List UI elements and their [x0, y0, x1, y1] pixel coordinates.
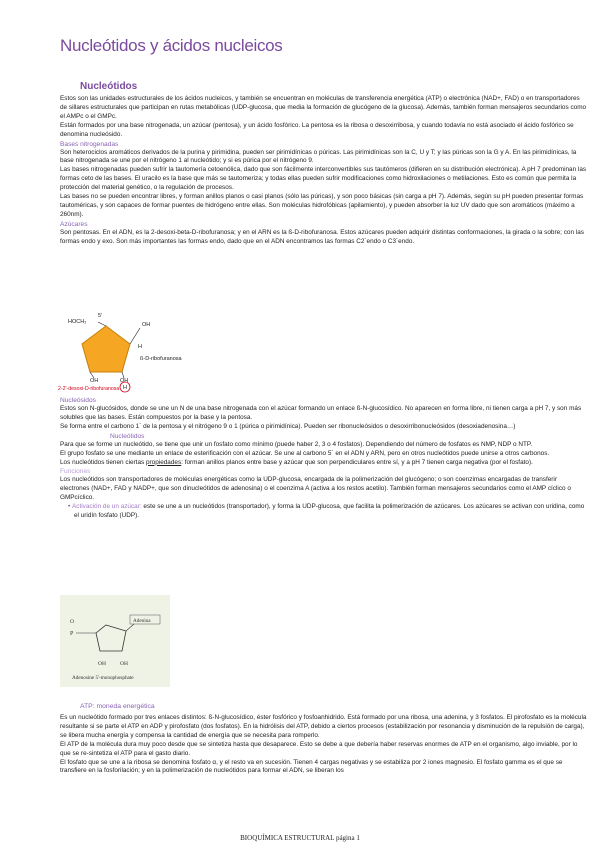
paragraph: Para que se forme un nucleótido, se tiene que unir un fosfato como mínimo (puede haber 2, 3 o 4 fosfatos). Dependiendo del número de fosfatos es NMP, NDP o NTP.	[60, 440, 533, 448]
properties-term: propiedades	[145, 458, 182, 466]
page-title: Nucleótidos y ácidos nucleicos	[60, 36, 283, 55]
subheading-functions: Funciones	[60, 468, 91, 476]
paragraph: El fosfato que se une a la ribosa se denomina fosfato α, y el resto va en sucesión. Tienen 4 cargas negativas y se estabiliza por 2 iones magnesio. El fosfato gamma es el que se transfiere en la fosforilación; y en la polimerización de nucleótidos para formar el ADN, se liberan los	[60, 758, 563, 775]
paragraph: Los nucleótidos son transportadores de moléculas energéticas como la UDP-glucosa, encargada de la polimerización del glucógeno; o son coenzimas encargadas de transferir electrones (NAD+, FAD y NADP+, que son dinucleótidos de adenosina) o el coenzima A (activa a los restos acetilo). También forman mensajeros secundarios como el AMP cíclico o GMPcíclico.	[60, 476, 571, 502]
label-p: P	[70, 631, 74, 637]
subheading-nucleosides: Nucleósidos	[60, 397, 96, 404]
paragraph: Los nucleótidos tienen ciertas propiedades: forman anillos planos entre base y azúcar que son perpendiculares entre sí, y a pH 7 tienen carga negativa (por el fosfato).	[60, 458, 533, 466]
paragraph: Estos son N-glucósidos, donde se une un N de una base nitrogenada con el azúcar formando un enlace ß-N-glucosídico. No aparecen en forma libre, ni tienen carga a pH 7, y son más solubles que las bases. Están compuestos por la base y la pentosa.	[60, 405, 582, 421]
paragraph: Se forma entre el carbono 1´ de la pentosa y el nitrógeno 9 o 1 (púrica o pirimidínica). Pueden ser ribonucleósidos o desoxirribonucleósidos (desoxiadenosina…)	[60, 422, 516, 430]
page-footer: BIOQUÍMICA ESTRUCTURAL página 1	[240, 834, 360, 842]
label-oh-b: OH	[120, 661, 128, 667]
label-h-circle: H	[123, 385, 127, 391]
label-c5: 5'	[98, 313, 103, 319]
subheading-atp: ATP: moneda energética	[80, 703, 155, 710]
paragraph: Son heterociclos aromáticos derivados de la purina y pirimidina, pueden ser pirimidínicas o púricas. Las pirimidínicas son la C, U y T; y las púricas son la G y A. En las pirimidínicas, la base nitrogenada se une por el nitrógeno 1 al nucleótido; y si es púrica por el nitrógeno 9.	[60, 148, 577, 165]
intro-block	[60, 95, 588, 247]
paragraph: Estos son las unidades estructurales de los ácidos nucleicos, y también se encuentran en moléculas de transferencia energética (ATP) o electrónica (NAD+, FAD) o en transportadores de sillares estructurales que participan en rutas metabólicas (UDP-glucosa, que media la formación de glucógeno de la glucosa). Además, también forman mensajeros secundarios como el AMPc o el GMPc.	[60, 95, 587, 120]
paragraph: Las bases no se pueden encontrar libres, y forman anillos planos o casi planos (sólo las púricas), y son poco básicas (sin carga a pH 7). Además, según su pH pueden presentar formas tautoméricas, y son capaces de formar puentes de hidrógeno entre ellas. Son moléculas hidrofóbicas (apilamiento), y pueden absorber la luz UV dado que son aromáticos (máximo a 260nm).	[60, 193, 584, 218]
list-item: • Activación de un azúcar: este se une a un nucleótidos (transportador), y forma la UDP-glucosa, que facilita la polimerización de azúcares. Los azúcares se activan con uridina, como el uridín fosfato (UDP).	[68, 503, 585, 520]
label-deoxy: 2-2'-desoxi-D-ribofuranosa	[58, 386, 120, 392]
label-oh-left: OH	[90, 378, 99, 384]
label-oh-a: OH	[98, 661, 106, 667]
paragraph: El ATP de la molécula dura muy poco desde que se sintetiza hasta que desaparece. Esto se debe a que debería haber reservas enormes de ATP en el organismo, algo inviable, por lo que se re-sintetiza el ATP para el gasto diario.	[60, 740, 578, 757]
subheading-bases: Bases nitrogenadas	[60, 140, 119, 148]
label-adenine: Adenina	[133, 618, 151, 624]
subheading-sugars: Azúcares	[60, 220, 88, 228]
label-oh-right: OH	[120, 378, 129, 384]
label-h: H	[138, 344, 142, 350]
paragraph: Las bases nitrogenadas pueden sufrir la tautomería cetoenólica, dado que son fácilmente interconvertibles sus tautómeros (difieren en su distribución electrónica). A pH 7 predominan las formas ceto de las bases. El uracilo es la base que más se tautomeriza; y todas ellas pueden sufrir modificaciones como hidroxilaciones o metilaciones. Esto es común que permita la protección del material genético, o la regulación de procesos.	[60, 166, 587, 192]
section-heading: Nucleótidos	[80, 81, 138, 92]
paragraph: Son pentosas. En el ADN, es la 2-desoxi-beta-D-ribofuranosa; y en el ARN es la ß-D-ribofuranosa. Estos azúcares pueden adquirir distintas conformaciones, la girada o la sobre; con las formas endo y exo. Son más importantes las formas endo, dado que en el ADN encontramos las formas C2´endo o C3´endo.	[60, 228, 584, 245]
label-o: O	[70, 619, 74, 625]
paragraph: El grupo fosfato se une mediante un enlace de esterificación con el azúcar. Se une al carbono 5´ en el ADN y ARN, pero en otros nucleótidos puede unirse a otros carbonos.	[60, 449, 550, 457]
nucleosides-block	[60, 396, 588, 521]
label-oh-top: OH	[142, 322, 151, 328]
paragraph: Están formados por una base nitrogenada, un azúcar (pentosa), y un ácido fosfórico. La pentosa es la ribosa o desoxirribosa, y cuando todavía no está asociado el ácido fosfórico se denomina nucleósido.	[60, 121, 574, 138]
atp-block	[60, 714, 588, 776]
figure-caption: Adenosine 5'-monophosphate	[72, 675, 134, 681]
label-beta: ß-D-ribofuranosa	[140, 356, 182, 362]
paragraph: Es un nucleótido formado por tres enlaces distintos: ß-N-glucosídico, éster fosfórico y fosfoanhidrido. Está formado por una ribosa, una adenina, y 3 fosfatos. El pirofosfato es la molécula resultante si se parte el ATP en ADP y pirofosfato (dos fosfatos). En la hidrólisis del ATP, debido a ciertos procesos (estabilización por resonancia y disminución de la repulsión de carga), se libera mucha energía y compensa la cantidad de energía que se necesita para romperlo.	[60, 714, 587, 739]
pentose-ring	[82, 326, 130, 372]
amp-figure	[60, 595, 170, 687]
label-hoch2: HOCH₂	[68, 319, 87, 325]
subheading-nucleotides: Nucleótidos	[110, 432, 145, 440]
ribofuranose-figure	[58, 310, 218, 396]
